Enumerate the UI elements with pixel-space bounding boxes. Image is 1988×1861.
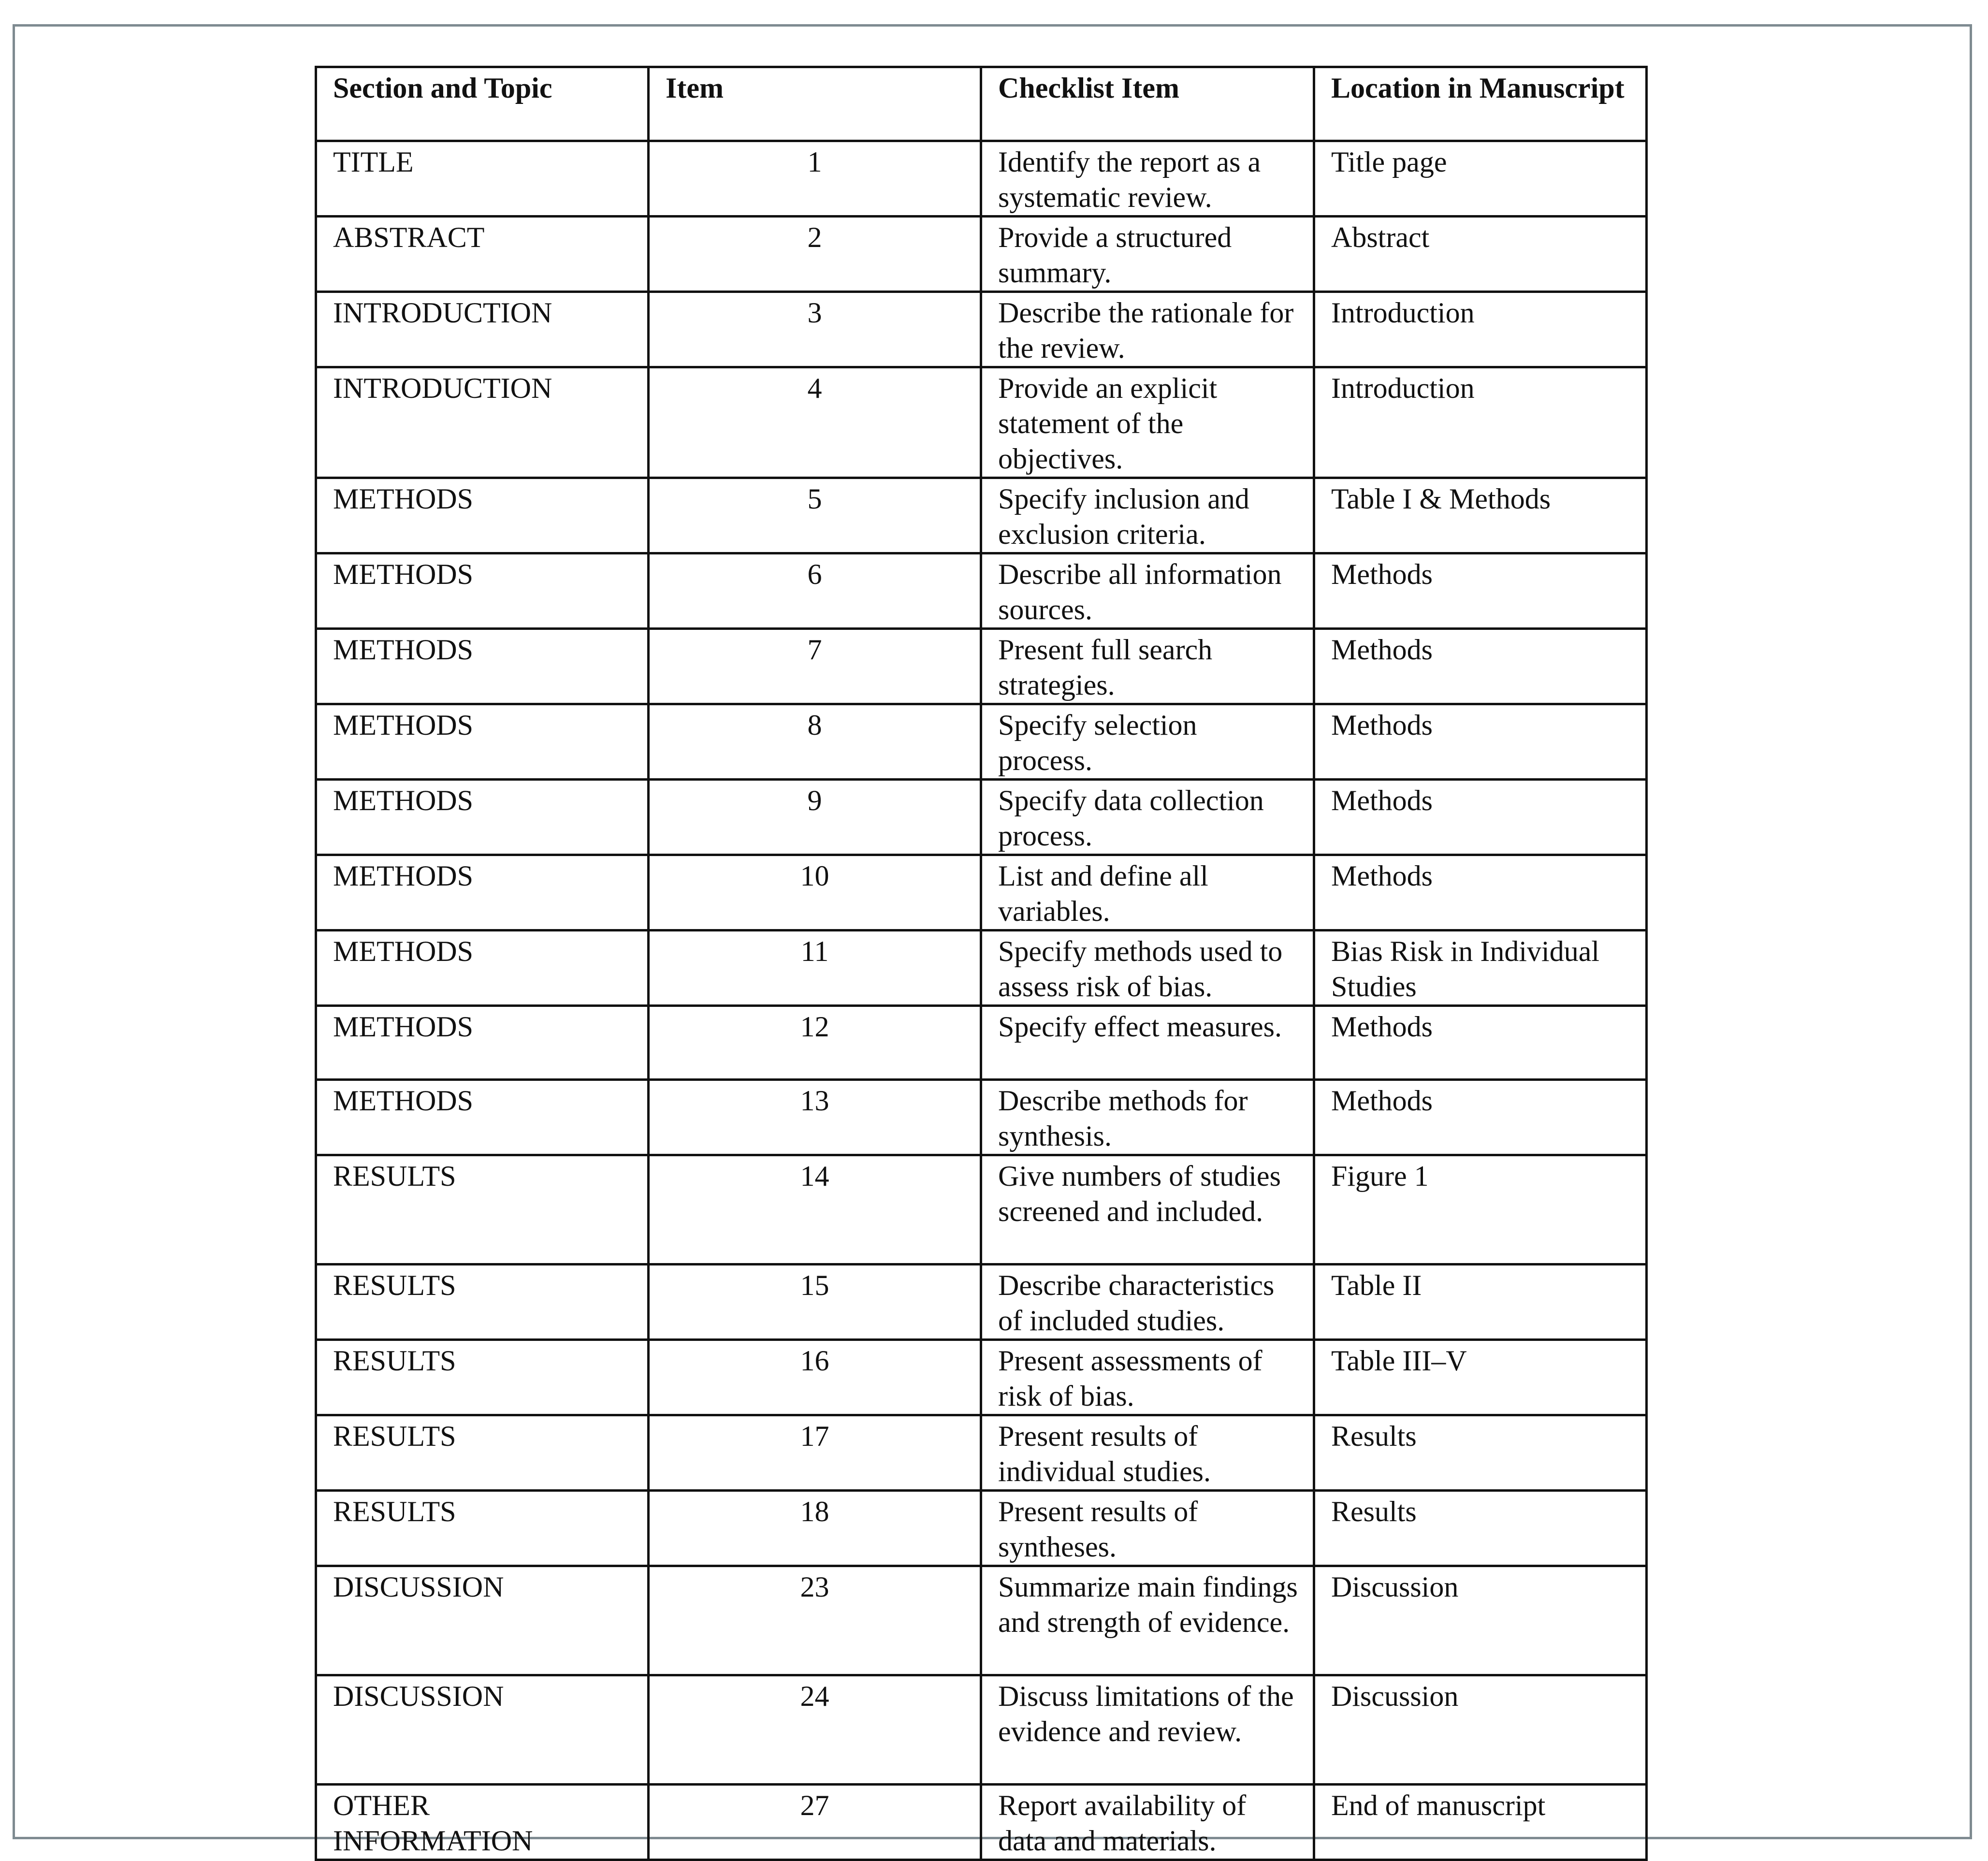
checklist-cell: Describe methods for synthesis. <box>981 1080 1314 1155</box>
table-row <box>316 930 1647 1006</box>
section-cell: METHODS <box>316 930 649 1006</box>
table-row <box>316 1080 1647 1155</box>
section-cell: RESULTS <box>316 1155 649 1265</box>
item-number-cell: 15 <box>649 1265 981 1340</box>
checklist-cell: Identify the report as a systematic review. <box>981 141 1314 217</box>
section-cell: RESULTS <box>316 1491 649 1566</box>
table-row <box>316 1491 1647 1566</box>
location-cell: Methods <box>1314 855 1647 930</box>
section-cell: METHODS <box>316 704 649 780</box>
location-cell: End of manuscript <box>1314 1785 1647 1860</box>
section-cell: INTRODUCTION <box>316 367 649 478</box>
table-row <box>316 1675 1647 1785</box>
header-row <box>316 67 1647 141</box>
checklist-cell: Provide an explicit statement of the objectives. <box>981 367 1314 478</box>
location-cell: Discussion <box>1314 1566 1647 1675</box>
table-row <box>316 1566 1647 1675</box>
checklist-table <box>315 66 1648 1861</box>
table-row <box>316 1785 1647 1860</box>
table-row <box>316 629 1647 704</box>
section-cell: METHODS <box>316 780 649 855</box>
section-cell: METHODS <box>316 478 649 553</box>
location-cell: Results <box>1314 1415 1647 1491</box>
location-cell: Abstract <box>1314 217 1647 292</box>
table-row <box>316 1340 1647 1415</box>
checklist-cell: Present full search strategies. <box>981 629 1314 704</box>
table-row <box>316 478 1647 553</box>
table-row <box>316 1006 1647 1080</box>
checklist-cell: Discuss limitations of the evidence and review. <box>981 1675 1314 1785</box>
checklist-cell: Summarize main findings and strength of evidence. <box>981 1566 1314 1675</box>
section-cell: METHODS <box>316 855 649 930</box>
item-number-cell: 9 <box>649 780 981 855</box>
item-number-cell: 10 <box>649 855 981 930</box>
location-cell: Methods <box>1314 553 1647 629</box>
item-number-cell: 1 <box>649 141 981 217</box>
item-number-cell: 17 <box>649 1415 981 1491</box>
location-cell: Methods <box>1314 780 1647 855</box>
header-checklist-item: Checklist Item <box>981 67 1314 141</box>
location-cell: Figure 1 <box>1314 1155 1647 1265</box>
checklist-cell: Specify inclusion and exclusion criteria. <box>981 478 1314 553</box>
table-row <box>316 1415 1647 1491</box>
checklist-cell: Give numbers of studies screened and included. <box>981 1155 1314 1265</box>
location-cell: Introduction <box>1314 292 1647 367</box>
table-row <box>316 217 1647 292</box>
item-number-cell: 2 <box>649 217 981 292</box>
section-cell: METHODS <box>316 1006 649 1080</box>
checklist-cell: Report availability of data and materials. <box>981 1785 1314 1860</box>
table-row <box>316 141 1647 217</box>
checklist-cell: Describe the rationale for the review. <box>981 292 1314 367</box>
table-row <box>316 1265 1647 1340</box>
location-cell: Table II <box>1314 1265 1647 1340</box>
item-number-cell: 3 <box>649 292 981 367</box>
section-cell: RESULTS <box>316 1415 649 1491</box>
item-number-cell: 11 <box>649 930 981 1006</box>
header-item: Item <box>649 67 981 141</box>
item-number-cell: 18 <box>649 1491 981 1566</box>
section-cell: TITLE <box>316 141 649 217</box>
table-row <box>316 1155 1647 1265</box>
item-number-cell: 24 <box>649 1675 981 1785</box>
item-number-cell: 13 <box>649 1080 981 1155</box>
checklist-cell: Present assessments of risk of bias. <box>981 1340 1314 1415</box>
section-cell: METHODS <box>316 553 649 629</box>
section-cell: DISCUSSION <box>316 1675 649 1785</box>
item-number-cell: 7 <box>649 629 981 704</box>
checklist-cell: Describe characteristics of included studies. <box>981 1265 1314 1340</box>
table-row <box>316 855 1647 930</box>
item-number-cell: 14 <box>649 1155 981 1265</box>
location-cell: Methods <box>1314 704 1647 780</box>
location-cell: Introduction <box>1314 367 1647 478</box>
header-section-topic: Section and Topic <box>316 67 649 141</box>
item-number-cell: 23 <box>649 1566 981 1675</box>
location-cell: Methods <box>1314 1006 1647 1080</box>
section-cell: OTHER INFORMATION <box>316 1785 649 1860</box>
table-row <box>316 367 1647 478</box>
table-row <box>316 553 1647 629</box>
checklist-cell: Present results of syntheses. <box>981 1491 1314 1566</box>
checklist-cell: Specify selection process. <box>981 704 1314 780</box>
checklist-cell: Specify methods used to assess risk of bias. <box>981 930 1314 1006</box>
checklist-cell: Provide a structured summary. <box>981 217 1314 292</box>
item-number-cell: 8 <box>649 704 981 780</box>
item-number-cell: 5 <box>649 478 981 553</box>
location-cell: Bias Risk in Individual Studies <box>1314 930 1647 1006</box>
header-location: Location in Manuscript <box>1314 67 1647 141</box>
item-number-cell: 16 <box>649 1340 981 1415</box>
section-cell: ABSTRACT <box>316 217 649 292</box>
checklist-cell: Present results of individual studies. <box>981 1415 1314 1491</box>
section-cell: DISCUSSION <box>316 1566 649 1675</box>
section-cell: INTRODUCTION <box>316 292 649 367</box>
item-number-cell: 6 <box>649 553 981 629</box>
location-cell: Table III–V <box>1314 1340 1647 1415</box>
section-cell: RESULTS <box>316 1340 649 1415</box>
location-cell: Discussion <box>1314 1675 1647 1785</box>
table-row <box>316 704 1647 780</box>
location-cell: Methods <box>1314 629 1647 704</box>
item-number-cell: 27 <box>649 1785 981 1860</box>
item-number-cell: 4 <box>649 367 981 478</box>
table-row <box>316 292 1647 367</box>
item-number-cell: 12 <box>649 1006 981 1080</box>
checklist-cell: List and define all variables. <box>981 855 1314 930</box>
location-cell: Results <box>1314 1491 1647 1566</box>
section-cell: RESULTS <box>316 1265 649 1340</box>
checklist-cell: Specify data collection process. <box>981 780 1314 855</box>
checklist-cell: Specify effect measures. <box>981 1006 1314 1080</box>
location-cell: Title page <box>1314 141 1647 217</box>
section-cell: METHODS <box>316 629 649 704</box>
location-cell: Table I & Methods <box>1314 478 1647 553</box>
location-cell: Methods <box>1314 1080 1647 1155</box>
table-row <box>316 780 1647 855</box>
checklist-cell: Describe all information sources. <box>981 553 1314 629</box>
section-cell: METHODS <box>316 1080 649 1155</box>
